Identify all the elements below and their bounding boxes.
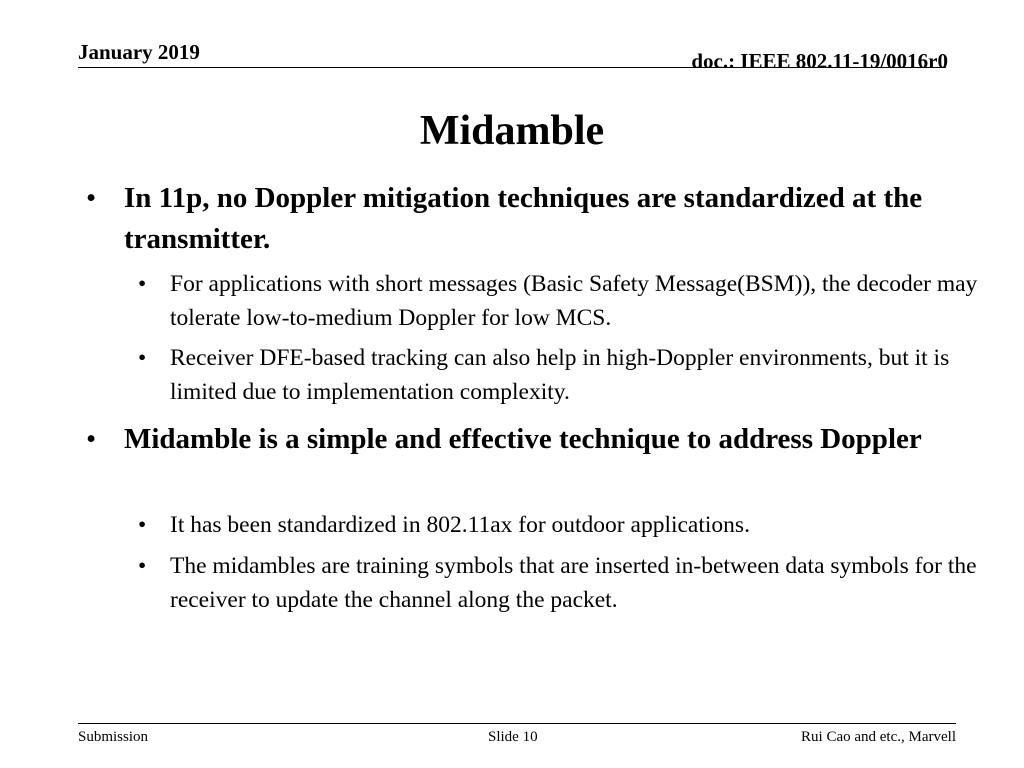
bullet-marker: • <box>86 182 97 214</box>
bullet-1-sub-2 <box>138 341 980 409</box>
slide-title: Midamble <box>419 108 605 154</box>
header-date: January 2019 <box>78 40 200 64</box>
bullet-2-sub-1 <box>138 508 980 542</box>
bullet-marker: • <box>138 345 147 371</box>
footer-divider <box>78 723 956 724</box>
bullet-marker: • <box>138 271 147 297</box>
bullet-2-sub-2-text: The midambles are training symbols that are inserted in-between data symbols for the receiver to update the channel along the packet. <box>170 553 977 613</box>
bullet-2-sub-1-text: It has been standardized in 802.11ax for outdoor applications. <box>170 512 750 538</box>
bullet-2-text: Midamble is a simple and effective technique to address Doppler <box>124 423 922 455</box>
footer-author: Rui Cao and etc., Marvell <box>801 729 956 745</box>
header-divider <box>78 67 946 68</box>
bullet-1-text: In 11p, no Doppler mitigation techniques are standardized at the transmitter. <box>124 182 923 255</box>
bullet-1-sub-1-text: For applications with short messages (Basic Safety Message(BSM)), the decoder may tolerate low-to-medium Doppler for low MCS. <box>170 271 978 331</box>
bullet-1-sub-2-text: Receiver DFE-based tracking can also help in high-Doppler environments, but it is limited due to implementation complexity. <box>170 345 950 405</box>
bullet-1 <box>86 178 1004 260</box>
footer-submission: Submission <box>78 729 149 745</box>
header-doc-id: doc.: IEEE 802.11-19/0016r0 <box>691 49 948 73</box>
bullet-marker: • <box>86 423 97 455</box>
bullet-2-sub-2 <box>138 549 980 617</box>
bullet-marker: • <box>138 553 147 579</box>
footer-slide-number: Slide 10 <box>488 729 538 745</box>
bullet-marker: • <box>138 512 147 538</box>
bullet-1-sub-1 <box>138 267 980 335</box>
bullet-2 <box>86 419 1004 460</box>
